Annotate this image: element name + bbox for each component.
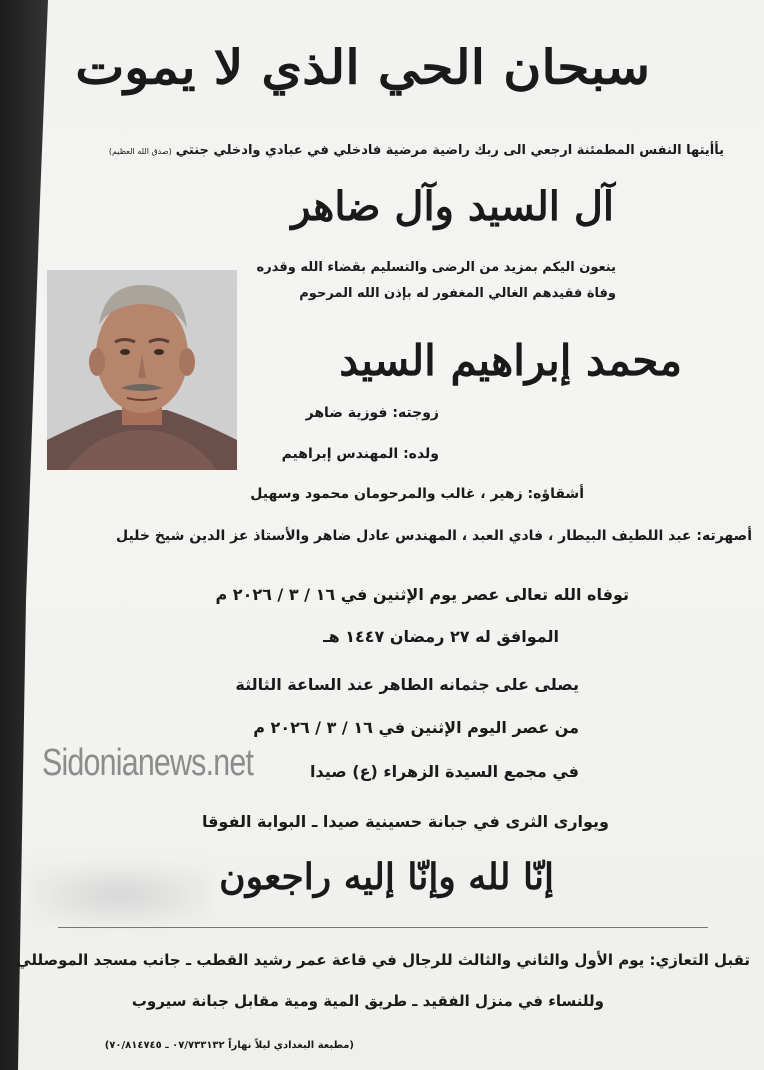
son-line: ولده: المهندس إبراهيم [281, 446, 439, 462]
deceased-name: محمد إبراهيم السيد [339, 336, 682, 385]
burial-line: ويوارى الثرى في جبانة حسينية صيدا ـ البوابة الفوقا [201, 812, 609, 831]
wife-line: زوجته: فوزية ضاهر [305, 405, 439, 421]
deceased-photo [47, 270, 237, 470]
in-laws-line: أصهرته: عبد اللطيف البيطار ، فادي العبد ، المهندس عادل ضاهر والأستاذ عز الدين شيخ خليل [115, 528, 752, 544]
death-date-line: توفاه الله تعالى عصر يوم الإثنين في ١٦ / ٣ / ٢٠٢٦ م [215, 585, 629, 604]
divider-line [58, 927, 708, 928]
site-watermark: Sidonianews.net [42, 742, 254, 784]
siblings-line: أشقاؤه: زهير ، غالب والمرحومان محمود وسهيل [250, 486, 584, 502]
prayer-place-line: في مجمع السيدة الزهراء (ع) صيدا [309, 762, 579, 781]
verse-reference: (صدق الله العظيم) [108, 147, 172, 156]
mourning-line-1: ينعون اليكم بمزيد من الرضى والتسليم بقضاء الله وقدره [256, 260, 616, 275]
quran-verse [109, 143, 724, 158]
portrait-image [47, 270, 237, 470]
quran-phrase: إنّا لله وإنّا إليه راجعون [219, 856, 554, 898]
blurred-area [30, 865, 210, 925]
prayer-line-2: من عصر اليوم الإثنين في ١٦ / ٣ / ٢٠٢٦ م [253, 718, 579, 737]
hijri-date-line: الموافق له ٢٧ رمضان ١٤٤٧ هـ [323, 627, 559, 646]
header-calligraphy: سبحان الحي الذي لا يموت [75, 40, 650, 95]
verse-text: يأأيتها النفس المطمئنة ارجعي الى ربك راضية مرضية فادخلي في عبادي وادخلي جنتي [175, 143, 724, 158]
prayer-line-1: يصلى على جثمانه الطاهر عند الساعة الثالثة [235, 675, 579, 694]
printer-credit: (مطبعة البغدادي ليلاً نهاراً ٠٧/٧٣٣١٣٢ ـ ٧٠/٨١٤٧٤٥) [104, 1040, 354, 1051]
condolence-line-1: تقبل التعازي: يوم الأول والثاني والثالث للرجال في قاعة عمر رشيد القطب ـ جانب مسجد الموصللي [16, 951, 750, 969]
mourning-line-2: وفاة فقيدهم الغالي المغفور له بإذن الله المرحوم [299, 286, 616, 301]
condolence-line-2: وللنساء في منزل الفقيد ـ طريق المية ومية مقابل جبانة سيروب [131, 992, 604, 1010]
family-names: آل السيد وآل ضاهر [291, 183, 614, 230]
